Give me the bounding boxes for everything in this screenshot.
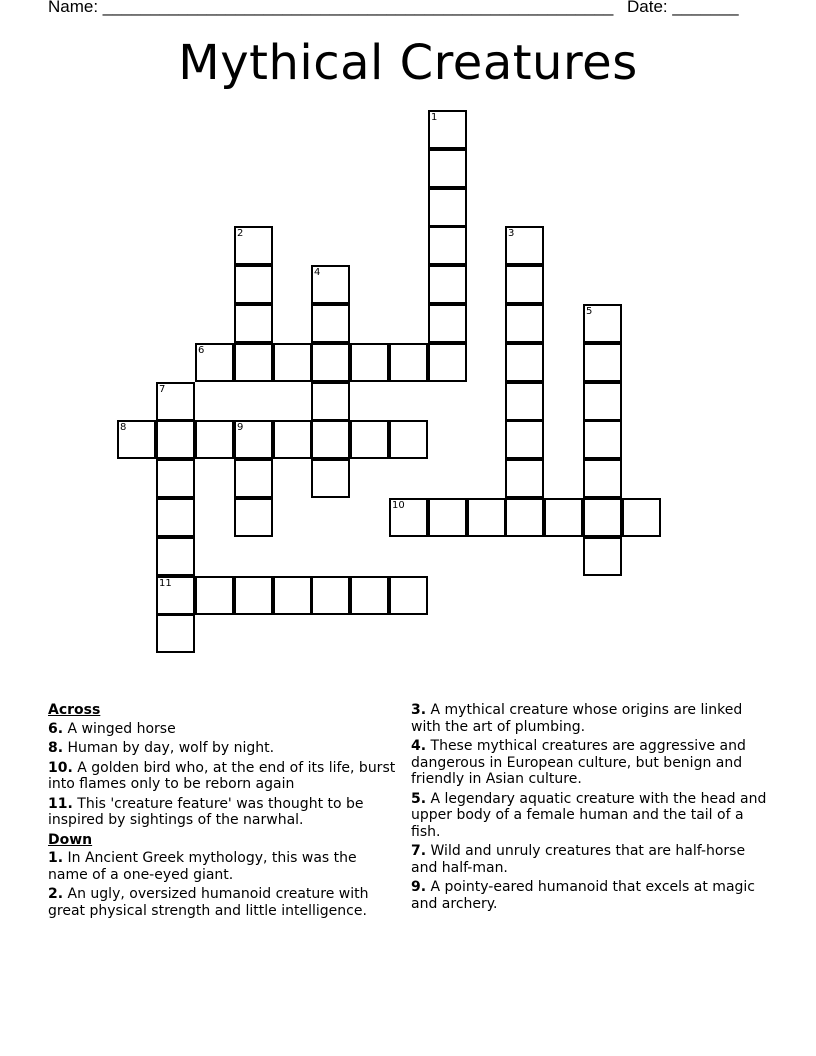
cell-number: 8 [120, 422, 127, 433]
cell-number: 11 [159, 578, 172, 589]
clue-text: A golden bird who, at the end of its life, burst into flames only to be reborn again [48, 759, 396, 792]
clue-number: 5. [411, 790, 427, 807]
grid-cell[interactable] [350, 420, 389, 459]
grid-cell[interactable] [505, 304, 544, 343]
date-line: Date: _______ [627, 0, 739, 16]
clue-number: 1. [48, 850, 64, 866]
grid-cell[interactable] [273, 420, 312, 459]
grid-cell[interactable] [311, 420, 350, 459]
grid-cell[interactable] [583, 537, 622, 576]
grid-cell[interactable] [156, 459, 195, 498]
clue-text: A winged horse [67, 720, 176, 737]
grid-cell[interactable] [234, 265, 273, 304]
grid-cell[interactable] [428, 498, 467, 537]
grid-cell[interactable] [428, 110, 467, 149]
across-heading: Across [48, 702, 101, 718]
grid-cell[interactable] [156, 614, 195, 653]
grid-cell[interactable] [195, 576, 234, 615]
clue-text: Wild and unruly creatures that are half-horse and half-man. [411, 843, 746, 876]
down-clue [411, 738, 771, 788]
grid-cell[interactable] [622, 498, 661, 537]
cell-number: 7 [159, 384, 166, 395]
grid-cell[interactable] [428, 149, 467, 188]
cell-number: 10 [392, 500, 405, 511]
grid-cell[interactable] [583, 420, 622, 459]
grid-cell[interactable] [350, 576, 389, 615]
grid-cell[interactable] [350, 343, 389, 382]
clue-text: This 'creature feature' was thought to be inspired by sightings of the narwhal. [48, 795, 364, 828]
clue-text: A pointy-eared humanoid that excels at magic and archery. [411, 879, 755, 912]
grid-cell[interactable] [117, 420, 156, 459]
grid-cell[interactable] [311, 304, 350, 343]
cell-number: 5 [586, 306, 593, 317]
grid-cell[interactable] [273, 343, 312, 382]
grid-cell[interactable] [156, 537, 195, 576]
grid-cell[interactable] [505, 498, 544, 537]
clue-text: A legendary aquatic creature with the head and upper body of a female human and the tail of a fish. [411, 790, 767, 840]
grid-cell[interactable] [428, 304, 467, 343]
grid-cell[interactable] [389, 498, 428, 537]
grid-cell[interactable] [583, 382, 622, 421]
grid-cell[interactable] [583, 498, 622, 537]
name-line: Name: ______________________________________________________ [48, 0, 614, 16]
clue-text: In Ancient Greek mythology, this was the name of a one-eyed giant. [48, 850, 357, 883]
grid-cell[interactable] [389, 343, 428, 382]
grid-cell[interactable] [311, 382, 350, 421]
grid-cell[interactable] [467, 498, 506, 537]
grid-cell[interactable] [428, 188, 467, 227]
grid-cell[interactable] [234, 498, 273, 537]
cell-number: 4 [314, 267, 321, 278]
grid-cell[interactable] [273, 576, 312, 615]
clue-number: 6. [48, 720, 64, 737]
grid-cell[interactable] [505, 420, 544, 459]
clues-column-left [48, 702, 398, 922]
grid-cell[interactable] [583, 304, 622, 343]
clue-number: 2. [48, 886, 64, 902]
down-clue [411, 843, 771, 876]
grid-cell[interactable] [428, 343, 467, 382]
grid-cell[interactable] [505, 382, 544, 421]
grid-cell[interactable] [311, 459, 350, 498]
cell-number: 9 [237, 422, 244, 433]
clue-text: A mythical creature whose origins are linked with the art of plumbing. [411, 702, 743, 735]
grid-cell[interactable] [583, 459, 622, 498]
grid-cell[interactable] [505, 343, 544, 382]
grid-cell[interactable] [234, 459, 273, 498]
grid-cell[interactable] [234, 304, 273, 343]
grid-cell[interactable] [234, 226, 273, 265]
grid-cell[interactable] [234, 343, 273, 382]
grid-cell[interactable] [234, 576, 273, 615]
grid-cell[interactable] [195, 420, 234, 459]
across-clue [48, 721, 398, 738]
cell-number: 3 [508, 228, 515, 239]
grid-cell[interactable] [389, 576, 428, 615]
clues-column-right [411, 702, 771, 915]
grid-cell[interactable] [428, 265, 467, 304]
grid-cell[interactable] [583, 343, 622, 382]
clue-text: These mythical creatures are aggressive and dangerous in European culture, but benign and friendly in Asian culture. [411, 738, 746, 787]
clue-number: 3. [411, 702, 427, 718]
clue-number: 4. [411, 738, 427, 754]
grid-cell[interactable] [505, 226, 544, 265]
cell-number: 2 [237, 228, 244, 239]
grid-cell[interactable] [156, 576, 195, 615]
cell-number: 1 [431, 112, 438, 123]
grid-cell[interactable] [156, 498, 195, 537]
grid-cell[interactable] [311, 343, 350, 382]
grid-cell[interactable] [234, 420, 273, 459]
grid-cell[interactable] [311, 576, 350, 615]
down-clue [411, 702, 771, 735]
down-heading: Down [48, 831, 93, 848]
clue-number: 11. [48, 795, 73, 812]
grid-cell[interactable] [195, 343, 234, 382]
clue-text: Human by day, wolf by night. [67, 740, 275, 756]
grid-cell[interactable] [389, 420, 428, 459]
grid-cell[interactable] [311, 265, 350, 304]
across-clue [48, 760, 398, 793]
down-clue [48, 850, 398, 883]
page-title: Mythical Creatures [178, 35, 638, 91]
grid-cell[interactable] [428, 226, 467, 265]
across-clue [48, 796, 398, 829]
clue-number: 9. [411, 879, 427, 895]
grid-cell[interactable] [505, 459, 544, 498]
down-clue [48, 886, 398, 919]
down-clue [411, 879, 771, 912]
down-clue [411, 791, 771, 841]
grid-cell[interactable] [544, 498, 583, 537]
clue-number: 10. [48, 759, 73, 776]
cell-number: 6 [198, 345, 205, 356]
across-clue [48, 740, 398, 757]
clue-number: 8. [48, 740, 64, 756]
clue-text: An ugly, oversized humanoid creature with great physical strength and little intelligence. [48, 886, 369, 919]
grid-cell[interactable] [505, 265, 544, 304]
clue-number: 7. [411, 843, 427, 859]
grid-cell[interactable] [156, 382, 195, 421]
grid-cell[interactable] [156, 420, 195, 459]
